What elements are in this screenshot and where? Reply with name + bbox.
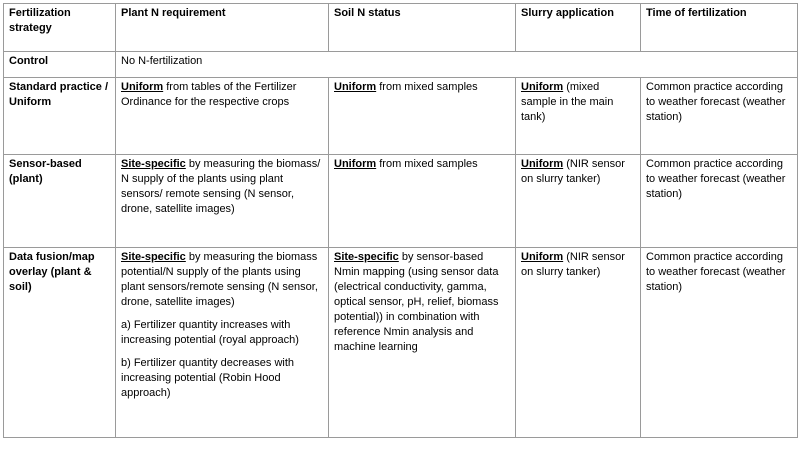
fusion-plant-option-b: b) Fertilizer quantity decreases with increasing potential (Robin Hood approach): [121, 357, 295, 399]
fusion-time-cell: Common practice according to weather forecast (weather station): [641, 248, 798, 438]
header-time-of-fertilization: Time of fertilization: [641, 4, 798, 52]
table-row: [4, 52, 798, 78]
standard-plant-text: from tables of the Fertilizer Ordinance for the respective crops: [121, 81, 297, 108]
sensor-soil-text: from mixed samples: [376, 158, 478, 170]
fusion-slurry-keyword: Uniform: [521, 251, 564, 263]
standard-plant-keyword: Uniform: [121, 81, 164, 93]
header-row: [4, 4, 798, 52]
fusion-plant-cell: [116, 248, 329, 438]
sensor-slurry-keyword: Uniform: [521, 158, 564, 170]
fusion-plant-keyword: Site-specific: [121, 251, 186, 263]
row-label-control: Control: [4, 52, 116, 78]
standard-soil-cell: [329, 78, 516, 155]
fusion-plant-main: [121, 250, 323, 310]
standard-slurry-keyword: Uniform: [521, 81, 564, 93]
fusion-soil-cell: [329, 248, 516, 438]
fusion-soil-keyword: Site-specific: [334, 251, 399, 263]
fusion-plant-text: by measuring the biomass potential/N supply of the plants using plant sensors/remote sensing (N sensor, drone, satellite images): [121, 251, 318, 308]
header-slurry-application: Slurry application: [516, 4, 641, 52]
sensor-slurry-text: (NIR sensor on slurry tanker): [521, 158, 625, 185]
header-plant-n-requirement: Plant N requirement: [116, 4, 329, 52]
sensor-plant-text: by measuring the biomass/ N supply of the plants using plant sensors/ remote sensing (N sensor, drone, satellite images): [121, 158, 321, 215]
sensor-time-cell: Common practice according to weather forecast (weather station): [641, 155, 798, 248]
row-label-fusion: Data fusion/map overlay (plant & soil): [4, 248, 116, 438]
sensor-slurry-cell: [516, 155, 641, 248]
table-row: [4, 248, 798, 438]
fusion-slurry-text: (NIR sensor on slurry tanker): [521, 251, 625, 278]
fusion-slurry-cell: [516, 248, 641, 438]
standard-slurry-text: (mixed sample in the main tank): [521, 81, 614, 123]
table-row: [4, 78, 798, 155]
row-label-sensor: Sensor-based (plant): [4, 155, 116, 248]
control-merged-cell: No N-fertilization: [116, 52, 798, 78]
standard-time-cell: Common practice according to weather forecast (weather station): [641, 78, 798, 155]
sensor-plant-cell: [116, 155, 329, 248]
fusion-plant-option-a: a) Fertilizer quantity increases with increasing potential (royal approach): [121, 319, 299, 346]
fusion-soil-text: by sensor-based Nmin mapping (using sensor data (electrical conductivity, gamma, optical sensor, pH, relief, biomass potential)) in combination with reference Nmin analysis and machine learning: [334, 251, 499, 353]
table-row: [4, 155, 798, 248]
standard-soil-text: from mixed samples: [376, 81, 478, 93]
sensor-soil-keyword: Uniform: [334, 158, 377, 170]
standard-soil-keyword: Uniform: [334, 81, 377, 93]
fertilization-strategy-table: [3, 3, 798, 438]
standard-slurry-cell: [516, 78, 641, 155]
standard-plant-cell: [116, 78, 329, 155]
header-soil-n-status: Soil N status: [329, 4, 516, 52]
row-label-standard: Standard practice / Uniform: [4, 78, 116, 155]
header-strategy: Fertilization strategy: [4, 4, 116, 52]
sensor-plant-keyword: Site-specific: [121, 158, 186, 170]
sensor-soil-cell: [329, 155, 516, 248]
